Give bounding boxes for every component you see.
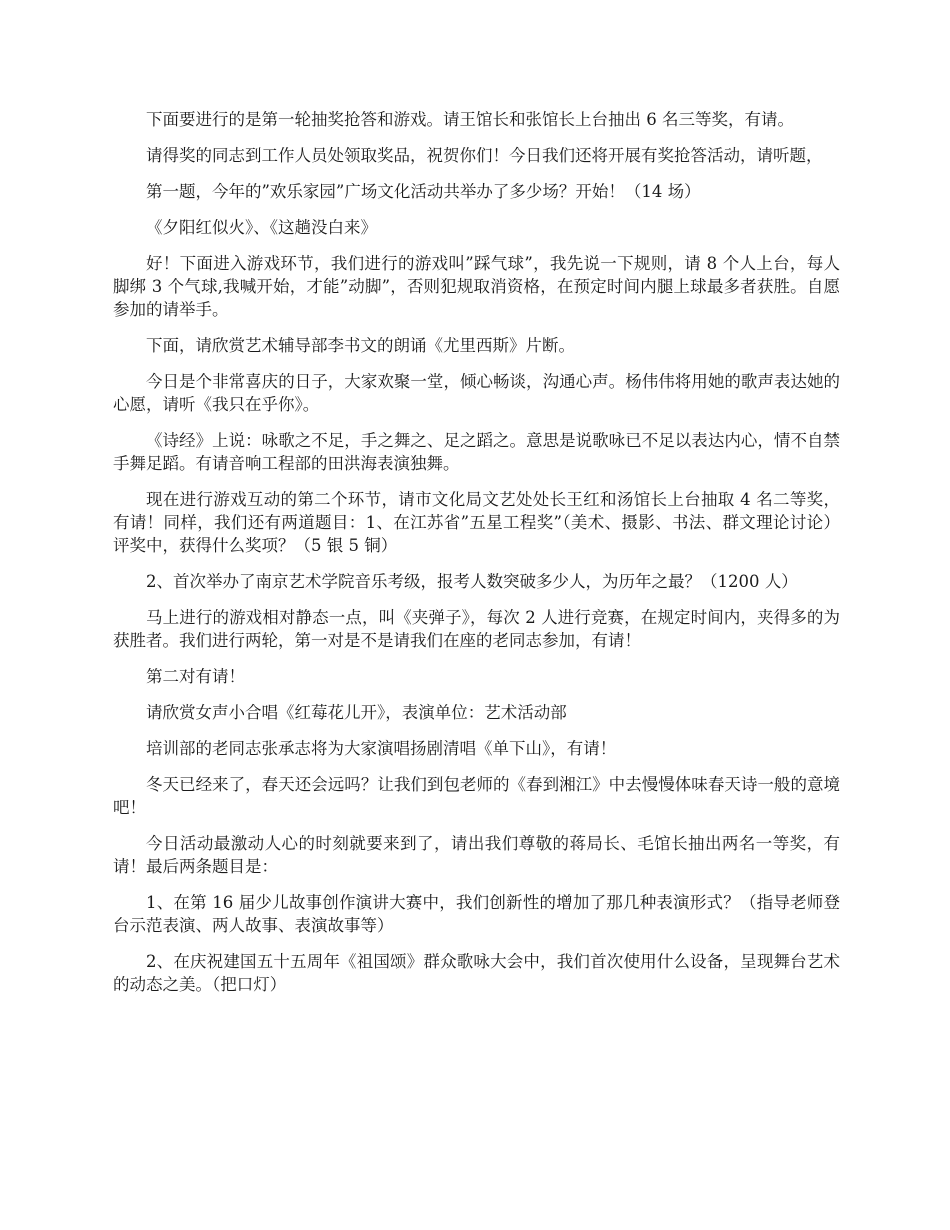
paragraph-5: 好！下面进入游戏环节，我们进行的游戏叫”踩气球”，我先说一下规则，请 8 个人上台，每人脚绑 3 个气球,我喊开始，才能”动脚”，否则犯规取消资格，在预定时间内腿上球最多者获胜。自愿参加的请举手。 <box>113 254 840 319</box>
paragraph-8: 《诗经》上说：咏歌之不足，手之舞之、足之蹈之。意思是说歌咏已不足以表达内心，情不自禁手舞足蹈。有请音响工程部的田洪海表演独舞。 <box>113 431 840 473</box>
paragraph-14: 培训部的老同志张承志将为大家演唱扬剧清唱《单下山》，有请！ <box>146 739 617 758</box>
paragraph-2: 请得奖的同志到工作人员处领取奖品，祝贺你们！今日我们还将开展有奖抢答活动，请听题， <box>146 146 823 165</box>
paragraph-16: 今日活动最激动人心的时刻就要来到了，请出我们尊敬的蒋局长、毛馆长抽出两名一等奖，有请！最后两条题目是： <box>113 834 840 876</box>
paragraph-6: 下面，请欣赏艺术辅导部李书文的朗诵《尤里西斯》片断。 <box>146 336 575 355</box>
paragraph-7: 今日是个非常喜庆的日子，大家欢聚一堂，倾心畅谈，沟通心声。杨伟伟将用她的歌声表达她的心愿，请听《我只在乎你》。 <box>113 372 840 414</box>
paragraph-17: 1、在第 16 届少儿故事创作演讲大赛中，我们创新性的增加了那几种表演形式？（指导老师登台示范表演、两人故事、表演故事等） <box>113 893 840 935</box>
paragraph-12: 第二对有请！ <box>146 667 245 686</box>
paragraph-4: 《夕阳红似火》、《这趟没白来》 <box>146 218 377 237</box>
document-page <box>113 108 840 1009</box>
paragraph-9: 现在进行游戏互动的第二个环节，请市文化局文艺处处长王红和汤馆长上台抽取 4 名二等奖，有请！同样，我们还有两道题目：1、在江苏省”五星工程奖”（美术、摄影、书法、群文理论讨论）评奖中，获得什么奖项？（5 银 5 铜） <box>113 490 840 555</box>
paragraph-10: 2、首次举办了南京艺术学院音乐考级，报考人数突破多少人，为历年之最？（1200 人） <box>146 572 798 591</box>
paragraph-13: 请欣赏女声小合唱《红莓花儿开》，表演单位：艺术活动部 <box>146 703 567 722</box>
paragraph-3: 第一题，今年的”欢乐家园”广场文化活动共举办了多少场？开始！（14 场） <box>146 182 701 201</box>
paragraph-11: 马上进行的游戏相对静态一点，叫《夹弹子》，每次 2 人进行竞赛，在规定时间内，夹得多的为获胜者。我们进行两轮，第一对是不是请我们在座的老同志参加，有请！ <box>113 608 840 650</box>
paragraph-18: 2、在庆祝建国五十五周年《祖国颂》群众歌咏大会中，我们首次使用什么设备，呈现舞台艺术的动态之美。（把口灯） <box>113 952 840 994</box>
paragraph-1: 下面要进行的是第一轮抽奖抢答和游戏。请王馆长和张馆长上台抽出 6 名三等奖，有请。 <box>146 110 794 129</box>
paragraph-15: 冬天已经来了，春天还会远吗？让我们到包老师的《春到湘江》中去慢慢体味春天诗一般的意境吧！ <box>113 775 840 817</box>
